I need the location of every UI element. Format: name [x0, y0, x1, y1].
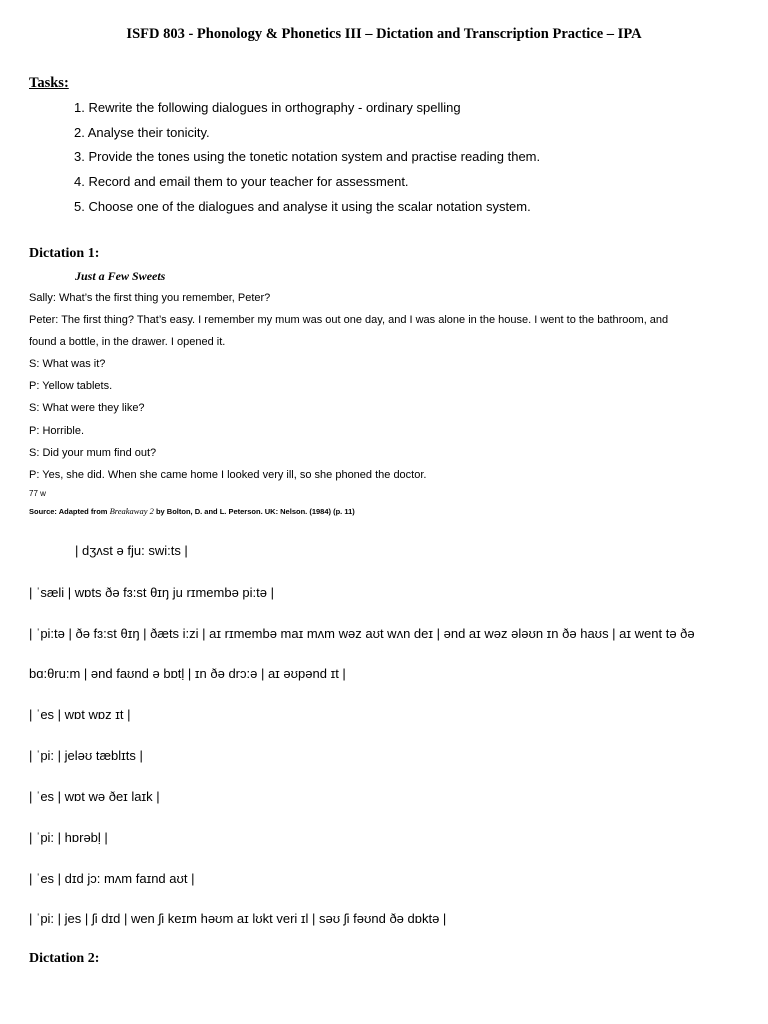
dialogue-line: S: What was it?	[29, 358, 106, 370]
dialogue-line: P: Yes, she did. When she came home I looked very ill, so she phoned the doctor.	[29, 469, 427, 481]
ipa-line: | ˈes | dɪd jɔ: mʌm faɪnd aʊt |	[29, 871, 195, 886]
word-count: 77 w	[29, 489, 46, 498]
task-item: 1. Rewrite the following dialogues in orthography - ordinary spelling	[74, 100, 461, 115]
dictation-2-heading: Dictation 2:	[29, 951, 100, 966]
source-citation	[29, 506, 355, 516]
story-title: Just a Few Sweets	[75, 269, 166, 283]
dialogue-line: found a bottle, in the drawer. I opened it.	[29, 336, 226, 348]
dialogue-line: S: What were they like?	[29, 402, 145, 414]
task-item: 5. Choose one of the dialogues and analyse it using the scalar notation system.	[74, 199, 531, 214]
ipa-line: | ˈpi:tə | ðə fɜ:st θɪŋ | ðæts i:zi | aɪ rɪmembə maɪ mʌm wəz aʊt wʌn deɪ | ənd aɪ wəz ələʊn ɪn ðə haʊs | aɪ went tə ðə	[29, 626, 695, 641]
dialogue-line: P: Yellow tablets.	[29, 380, 113, 392]
source-suffix: by Bolton, D. and L. Peterson. UK: Nelson. (1984) (p. 11)	[153, 507, 355, 516]
ipa-line: | ˈpi: | jes | ʃi dɪd | wen ʃi keɪm həʊm aɪ lʊkt veri ɪl | səʊ ʃi fəʊnd ðə dɒktə |	[29, 911, 447, 926]
source-prefix: Source: Adapted from	[29, 507, 110, 516]
task-item: 2. Analyse their tonicity.	[74, 125, 210, 140]
ipa-title-line: | dʒʌst ə fju: swi:ts |	[75, 543, 188, 558]
dialogue-line: P: Horrible.	[29, 425, 85, 437]
ipa-line: | ˈpi: | hɒrəbḷ |	[29, 830, 108, 845]
ipa-line: | ˈsæli | wɒts ðə fɜ:st θɪŋ ju rɪmembə pi:tə |	[29, 585, 274, 600]
task-item: 4. Record and email them to your teacher for assessment.	[74, 174, 409, 189]
dictation-1-heading: Dictation 1:	[29, 246, 100, 261]
ipa-line: | ˈpi: | jeləʊ tæblɪts |	[29, 748, 143, 763]
ipa-line: bɑ:θru:m | ənd faʊnd ə bɒtḷ | ɪn ðə drɔ:ə | aɪ əʊpənd ɪt |	[29, 666, 346, 681]
page-title: ISFD 803 - Phonology & Phonetics III – Dictation and Transcription Practice – IPA	[126, 26, 642, 42]
dialogue-line: S: Did your mum find out?	[29, 447, 157, 459]
dialogue-line: Peter: The first thing? That’s easy. I remember my mum was out one day, and I was alone in the house. I went to the bathroom, and	[29, 314, 669, 326]
tasks-heading: Tasks:	[29, 75, 69, 91]
dialogue-line: Sally: What’s the first thing you remember, Peter?	[29, 292, 271, 304]
ipa-line: | ˈes | wɒt wɒz ɪt |	[29, 707, 131, 722]
source-book-title: Breakaway 2	[109, 506, 154, 516]
task-item: 3. Provide the tones using the tonetic notation system and practise reading them.	[74, 149, 541, 164]
ipa-line: | ˈes | wɒt wə ðeɪ laɪk |	[29, 789, 160, 804]
